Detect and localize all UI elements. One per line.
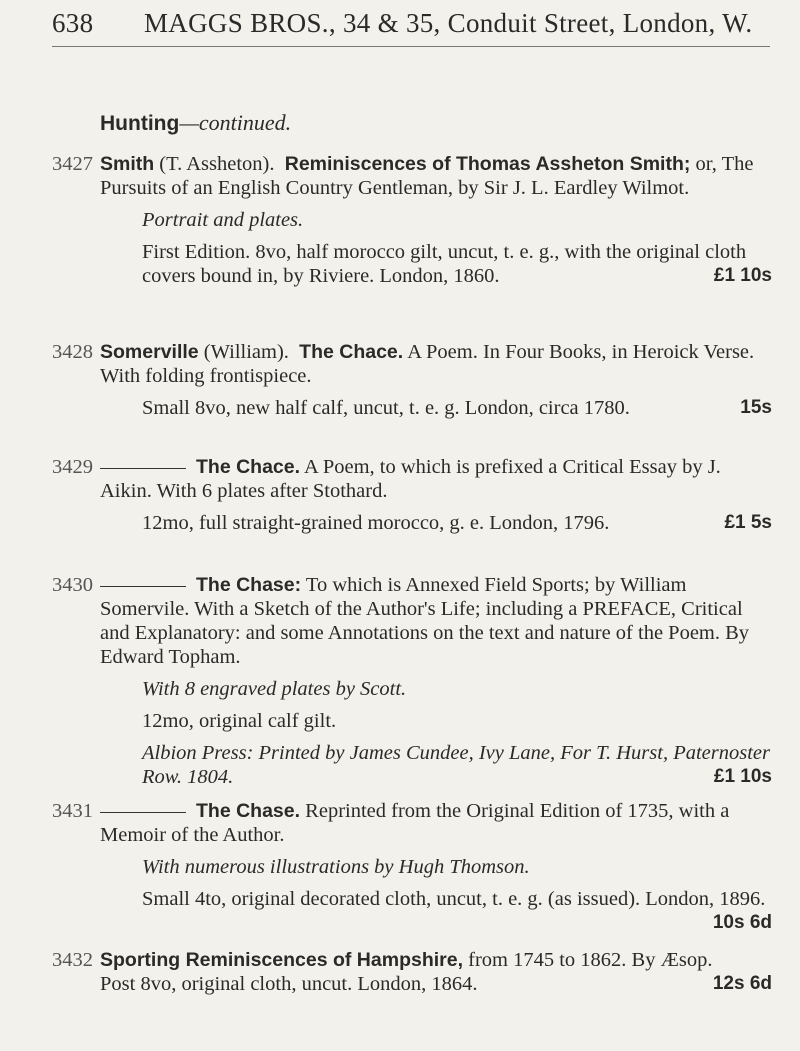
author-detail: (William). xyxy=(198,341,289,363)
line-text: With numerous illustrations by Hugh Thomson. xyxy=(142,856,530,878)
author-name: Smith xyxy=(100,153,155,175)
ditto-dash xyxy=(100,586,186,587)
entry-line xyxy=(100,677,772,701)
entry-line xyxy=(100,855,772,879)
ditto-dash xyxy=(100,812,186,813)
entry-number: 3427 xyxy=(52,153,93,175)
price: 12s 6d xyxy=(712,973,772,994)
author-detail: (T. Assheton). xyxy=(154,153,275,175)
price: 10s 6d xyxy=(712,912,772,933)
line-text: Small 4to, original decorated cloth, uncut, t. e. g. (as issued). London, 1896. xyxy=(142,888,766,910)
price: £1 10s xyxy=(713,265,772,286)
catalogue-entry xyxy=(52,948,772,996)
entry-line xyxy=(100,709,772,733)
book-title-rest: A Poem, to which is prefixed a Critical Essay by J. Aikin. With 6 plates after Stothard. xyxy=(100,456,721,502)
book-title-rest: A Poem. In Four Books, in Heroick Verse. With folding frontispiece. xyxy=(100,341,755,387)
author-name: Somerville xyxy=(100,341,199,363)
line-text: Portrait and plates. xyxy=(142,209,304,231)
entry-title xyxy=(100,948,772,972)
price: 15s xyxy=(740,397,772,418)
line-text: Small 8vo, new half calf, uncut, t. e. g. London, circa 1780. xyxy=(142,397,630,419)
line-text: First Edition. 8vo, half morocco gilt, uncut, t. e. g., with the original cloth covers bound in, by Riviere. London, 1860. xyxy=(142,241,747,287)
section-title: Hunting xyxy=(100,112,180,135)
price: £1 5s xyxy=(724,512,772,533)
line-text: Post 8vo, original cloth, uncut. London, 1864. xyxy=(100,973,478,995)
line-text: 12mo, original calf gilt. xyxy=(142,710,337,732)
entry-number: 3428 xyxy=(52,341,93,363)
entry-title xyxy=(100,455,772,503)
line-text: 12mo, full straight-grained morocco, g. e. London, 1796. xyxy=(142,512,610,534)
header-title: MAGGS BROS., 34 & 35, Conduit Street, London, W. xyxy=(144,8,753,38)
book-title: The Chace. xyxy=(299,341,404,363)
entry-line xyxy=(100,741,772,789)
entry-title xyxy=(100,152,772,200)
entry-number: 3429 xyxy=(52,456,93,478)
entry-title xyxy=(100,573,772,669)
entry-line xyxy=(100,887,772,933)
page-number: 638 xyxy=(52,8,94,38)
entry-line xyxy=(100,208,772,232)
catalogue-entry xyxy=(52,455,772,535)
line-text: With 8 engraved plates by Scott. xyxy=(142,678,407,700)
book-title: Sporting Reminiscences of Hampshire, xyxy=(100,949,464,971)
header-rule xyxy=(52,46,770,47)
book-title-rest: or, The Pursuits of an English Country Gentleman, by Sir J. L. Eardley Wilmot. xyxy=(100,153,754,199)
book-title: The Chace. xyxy=(196,456,301,478)
entry-line xyxy=(100,396,772,420)
ditto-dash xyxy=(100,468,186,469)
book-title-rest: from 1745 to 1862. By Æsop. xyxy=(463,949,713,971)
catalogue-entry xyxy=(52,799,772,935)
price: £1 10s xyxy=(713,766,772,787)
catalogue-entry xyxy=(52,340,772,420)
page-header xyxy=(52,8,772,39)
entry-title xyxy=(100,799,772,847)
entry-number: 3430 xyxy=(52,574,93,596)
entry-line xyxy=(100,240,772,288)
book-title: Reminiscences of Thomas Assheton Smith; xyxy=(284,153,691,175)
catalogue-entry xyxy=(52,573,772,789)
book-title: The Chase. xyxy=(196,800,301,822)
section-continued: —continued. xyxy=(179,110,292,135)
line-text: Albion Press: Printed by James Cundee, Ivy Lane, For T. Hurst, Paternoster Row. 1804. xyxy=(142,742,771,788)
entry-number: 3431 xyxy=(52,800,93,822)
book-title-rest: To which is Annexed Field Sports; by William Somervile. With a Sketch of the Author's Life; including a PREFACE, Critical and Explanatory: and some Annotations on the text and nature of the Poem. By Edward Topham. xyxy=(100,574,750,668)
catalogue-entry xyxy=(52,152,772,288)
entry-number: 3432 xyxy=(52,949,93,971)
section-heading xyxy=(100,110,291,136)
entry-line xyxy=(100,972,772,996)
book-title: The Chase: xyxy=(196,574,302,596)
book-title-rest: Reprinted from the Original Edition of 1735, with a Memoir of the Author. xyxy=(100,800,730,846)
entry-title xyxy=(100,340,772,388)
entry-line xyxy=(100,511,772,535)
